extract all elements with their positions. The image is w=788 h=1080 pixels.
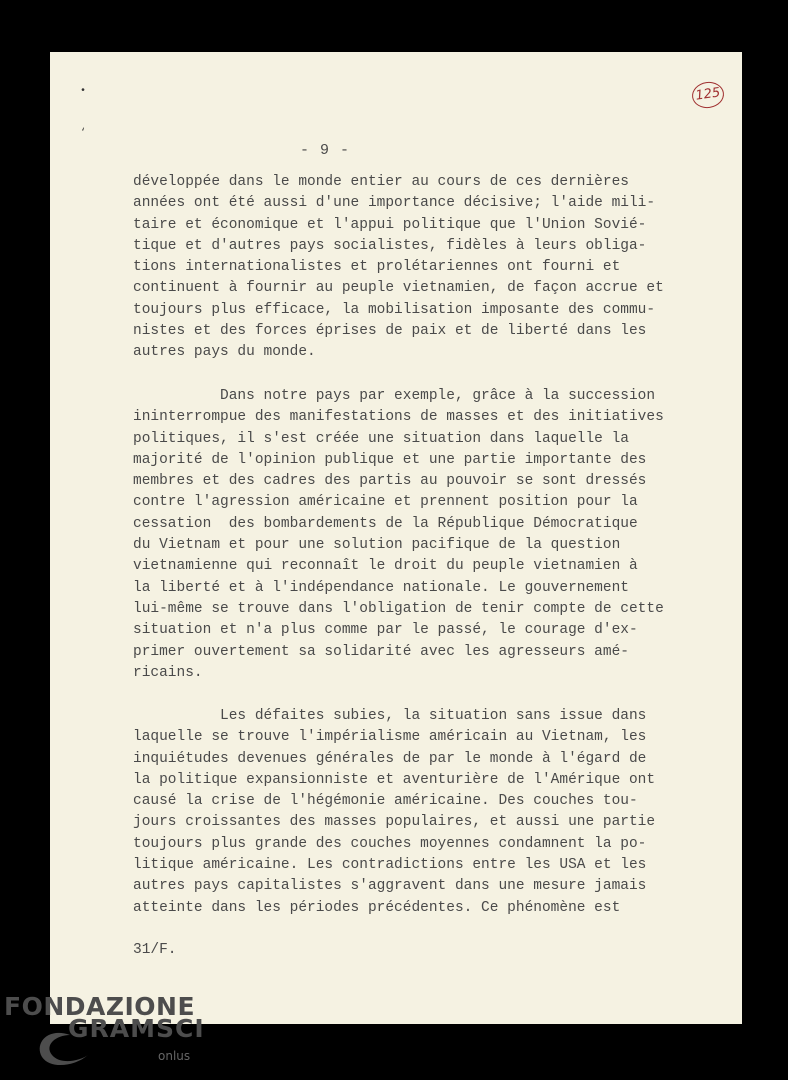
text-line: tique et d'autres pays socialistes, fidèles à leurs obliga- xyxy=(133,237,647,254)
text-line: vietnamienne qui reconnaît le droit du peuple vietnamien à xyxy=(133,558,638,575)
paragraph-1 xyxy=(133,172,664,364)
text-line: nistes et des forces éprises de paix et de liberté dans les xyxy=(133,323,647,340)
punch-mark: • xyxy=(80,86,87,97)
text-line: jours croissantes des masses populaires, et aussi une partie xyxy=(133,814,656,831)
text-line: tions internationalistes et prolétariennes ont fourni et xyxy=(133,259,621,276)
text-line: taire et économique et l'appui politique que l'Union Sovié- xyxy=(133,216,647,233)
text-line: membres et des cadres des partis au pouvoir se sont dressés xyxy=(133,473,647,490)
logo-text-gramsci: GRAMSCI xyxy=(68,1014,205,1043)
text-line: litique américaine. Les contradictions entre les USA et les xyxy=(133,857,647,874)
watermark-logo xyxy=(4,992,205,1063)
text-line: la liberté et à l'indépendance nationale. Le gouvernement xyxy=(133,579,629,596)
text-line: années ont été aussi d'une importance décisive; l'aide mili- xyxy=(133,195,656,212)
text-line: laquelle se trouve l'impérialisme américain au Vietnam, les xyxy=(133,729,647,746)
document-reference: 31/F. xyxy=(133,942,177,958)
logo-text-onlus: onlus xyxy=(158,1049,191,1063)
text-line: politiques, il s'est créée une situation dans laquelle la xyxy=(133,430,629,447)
text-line: cessation des bombardements de la République Démocratique xyxy=(133,515,638,532)
text-line: toujours plus grande des couches moyennes condamnent la po- xyxy=(133,835,647,852)
logo-text-fondazione: FONDAZIONE xyxy=(4,992,196,1021)
text-line: atteinte dans les périodes précédentes. Ce phénomène est xyxy=(133,899,621,916)
page-number: - 9 - xyxy=(300,142,351,159)
text-line: situation et n'a plus comme par le passé, le courage d'ex- xyxy=(133,622,638,639)
text-line: majorité de l'opinion publique et une partie importante des xyxy=(133,451,647,468)
text-line: contre l'agression américaine et prennent position pour la xyxy=(133,494,638,511)
paragraph-3 xyxy=(133,706,655,919)
text-line: autres pays du monde. xyxy=(133,344,316,361)
text-line: lui-même se trouve dans l'obligation de tenir compte de cette xyxy=(133,600,664,617)
text-line: continuent à fournir au peuple vietnamien, de façon accrue et xyxy=(133,280,664,297)
text-line: du Vietnam et pour une solution pacifique de la question xyxy=(133,537,621,554)
text-line: inquiétudes devenues générales de par le monde à l'égard de xyxy=(133,750,647,767)
text-line: toujours plus efficace, la mobilisation imposante des commu- xyxy=(133,301,656,318)
text-line: ricains. xyxy=(133,664,203,681)
text-line: développée dans le monde entier au cours de ces dernières xyxy=(133,174,629,190)
text-line: causé la crise de l'hégémonie américaine. Des couches tou- xyxy=(133,793,638,810)
text-line: Les défaites subies, la situation sans issue dans xyxy=(133,708,647,724)
text-line: ininterrompue des manifestations de masses et des initiatives xyxy=(133,409,664,426)
folio-stamp: 125 xyxy=(690,80,725,110)
text-line: Dans notre pays par exemple, grâce à la succession xyxy=(133,388,656,404)
punch-mark: ‘ xyxy=(80,128,87,139)
text-line: autres pays capitalistes s'aggravent dans une mesure jamais xyxy=(133,878,647,895)
paragraph-2 xyxy=(133,386,664,684)
text-line: la politique expansionniste et aventurière de l'Amérique ont xyxy=(133,771,656,788)
text-line: primer ouvertement sa solidarité avec les agresseurs amé- xyxy=(133,643,629,660)
